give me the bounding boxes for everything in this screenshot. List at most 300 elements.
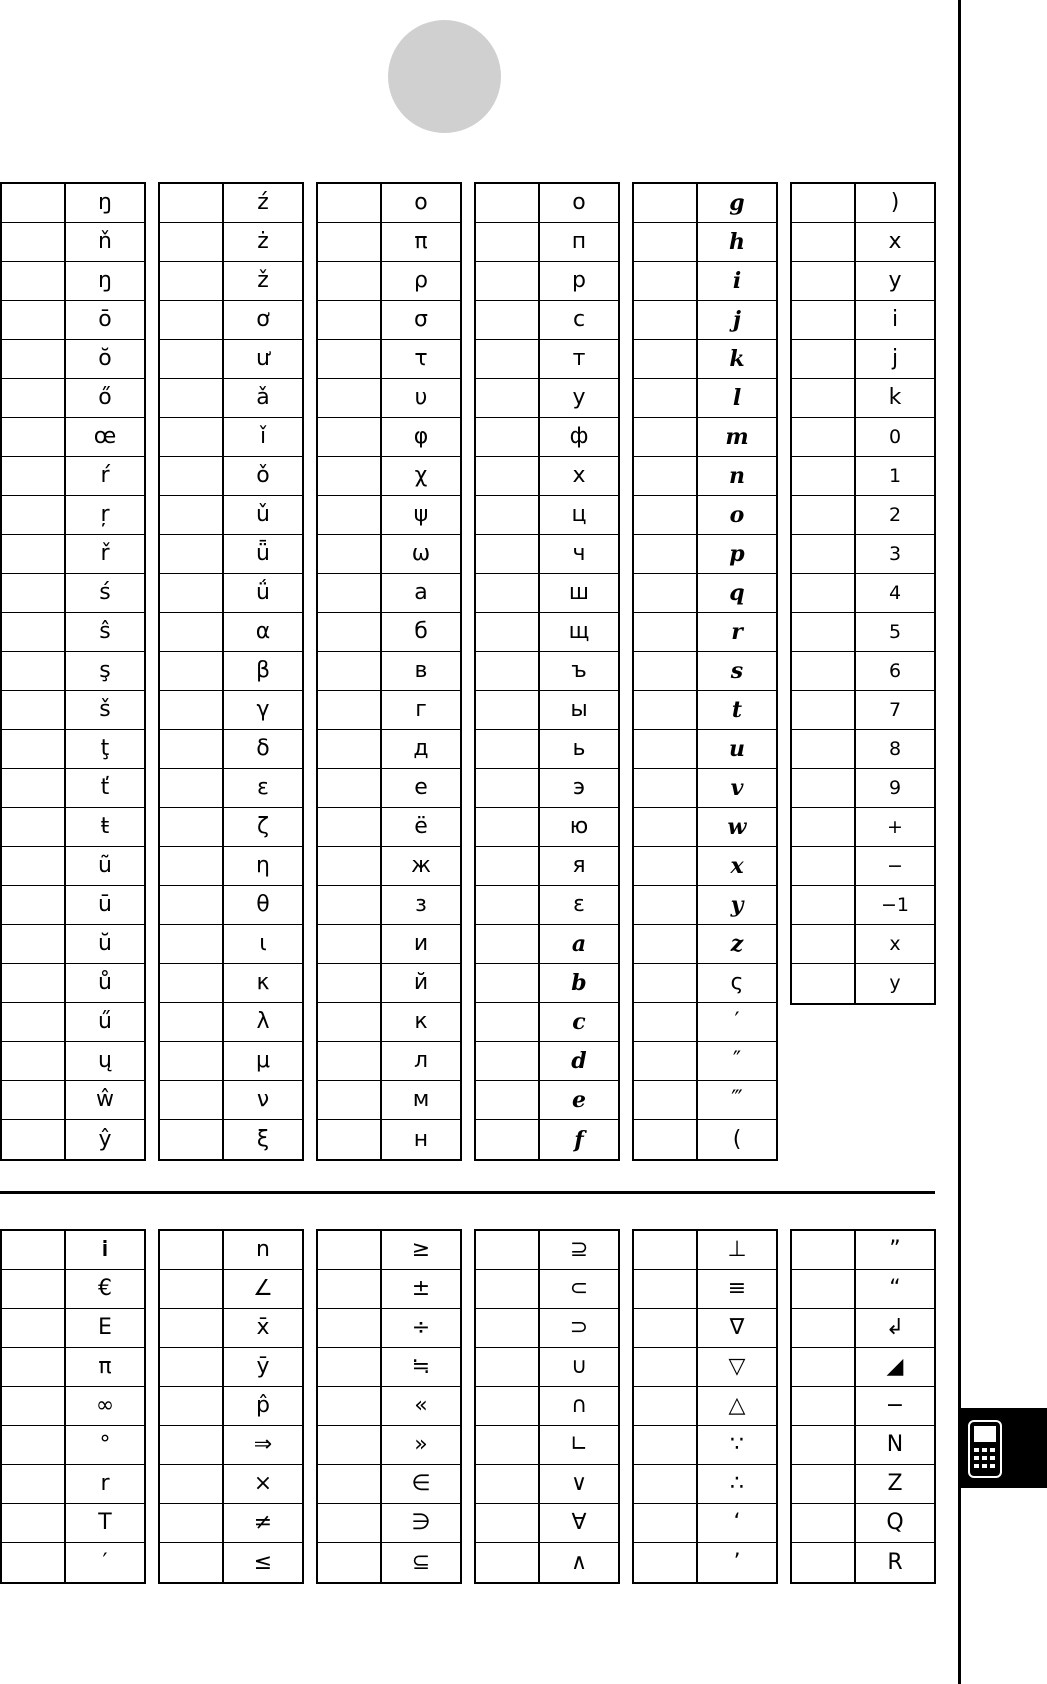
table-row — [318, 262, 460, 301]
character-cell: h — [729, 229, 745, 255]
character-cell: u — [729, 736, 745, 762]
code-cell — [318, 652, 382, 690]
character-cell: € — [98, 1276, 112, 1301]
table-row — [634, 1081, 776, 1120]
table-row — [160, 1543, 302, 1582]
character-cell: ι — [259, 931, 267, 956]
table-row — [476, 925, 618, 964]
upper-character-table-5 — [632, 182, 778, 1161]
table-row — [160, 847, 302, 886]
character-cell: ▽ — [728, 1354, 746, 1379]
table-row — [634, 1348, 776, 1387]
table-row — [2, 847, 144, 886]
upper-character-table-4 — [474, 182, 620, 1161]
table-row — [160, 1387, 302, 1426]
table-row — [318, 1081, 460, 1120]
code-cell — [2, 652, 66, 690]
character-cell: w — [727, 814, 747, 840]
table-row — [634, 496, 776, 535]
character-cell: 5 — [888, 620, 902, 643]
lower-character-table-4 — [474, 1229, 620, 1584]
code-cell — [476, 1426, 540, 1464]
code-cell — [318, 1387, 382, 1425]
character-cell: 8 — [888, 737, 902, 760]
code-cell — [160, 1042, 224, 1080]
code-cell — [318, 418, 382, 456]
table-row — [160, 886, 302, 925]
table-row — [634, 1504, 776, 1543]
table-row — [792, 730, 934, 769]
code-cell — [476, 613, 540, 651]
character-cell: Z — [887, 1471, 903, 1496]
character-cell: й — [413, 970, 429, 995]
character-cell: ⇒ — [253, 1432, 273, 1457]
character-cell: ǒ — [256, 463, 270, 488]
code-cell — [160, 1231, 224, 1269]
code-cell — [2, 964, 66, 1002]
code-cell — [160, 1426, 224, 1464]
character-cell: р — [572, 268, 586, 293]
table-row — [318, 379, 460, 418]
table-row — [634, 1309, 776, 1348]
table-row — [634, 1426, 776, 1465]
table-row — [792, 340, 934, 379]
table-row — [792, 301, 934, 340]
character-cell: о — [572, 190, 586, 215]
code-cell — [2, 535, 66, 573]
code-cell — [2, 574, 66, 612]
code-cell — [318, 457, 382, 495]
table-row — [2, 340, 144, 379]
table-row — [2, 535, 144, 574]
table-row — [476, 886, 618, 925]
character-cell: ◢ — [886, 1354, 904, 1379]
character-cell: л — [413, 1048, 429, 1073]
code-cell — [160, 418, 224, 456]
character-cell: υ — [414, 385, 428, 410]
table-row — [634, 1042, 776, 1081]
code-cell — [634, 301, 698, 339]
table-row — [160, 964, 302, 1003]
code-cell — [160, 574, 224, 612]
code-cell — [476, 496, 540, 534]
code-cell — [318, 925, 382, 963]
character-cell: y — [730, 892, 744, 918]
table-row — [476, 379, 618, 418]
character-cell: ∟ — [569, 1432, 589, 1457]
table-row — [792, 925, 934, 964]
code-cell — [160, 1543, 224, 1582]
character-cell: ‴ — [731, 1087, 743, 1112]
character-cell: ű — [98, 1009, 112, 1034]
character-cell: ′ — [734, 1009, 740, 1034]
chapter-tab — [960, 1408, 1047, 1488]
table-row — [160, 925, 302, 964]
character-cell: ŧ — [100, 814, 110, 839]
table-row — [476, 1309, 618, 1348]
character-cell: ⊃ — [569, 1315, 589, 1340]
code-cell — [160, 808, 224, 846]
character-cell: ∀ — [571, 1510, 587, 1535]
code-cell — [318, 886, 382, 924]
character-cell: ū — [98, 892, 112, 917]
character-cell: ŗ — [100, 502, 110, 527]
code-cell — [318, 808, 382, 846]
character-cell: ε — [257, 775, 269, 800]
table-row — [160, 1465, 302, 1504]
character-cell: p — [729, 541, 745, 567]
code-cell — [634, 262, 698, 300]
table-row — [318, 847, 460, 886]
table-row — [792, 613, 934, 652]
character-cell: щ — [568, 619, 590, 644]
code-cell — [476, 535, 540, 573]
table-row — [2, 925, 144, 964]
character-cell: × — [253, 1471, 273, 1496]
character-cell: δ — [256, 736, 270, 761]
table-row — [2, 1042, 144, 1081]
code-cell — [792, 1270, 856, 1308]
table-row — [318, 184, 460, 223]
character-cell: ů — [98, 970, 112, 995]
code-cell — [476, 652, 540, 690]
code-cell — [792, 457, 856, 495]
character-cell: x — [889, 932, 901, 955]
table-row — [2, 808, 144, 847]
lower-character-table-3 — [316, 1229, 462, 1584]
code-cell — [2, 1543, 66, 1582]
character-cell: 1 — [888, 464, 902, 487]
code-cell — [792, 184, 856, 222]
character-cell: ź — [257, 190, 269, 215]
code-cell — [792, 1465, 856, 1503]
code-cell — [634, 496, 698, 534]
character-cell: 𝐢 — [101, 1237, 109, 1262]
table-row — [476, 1042, 618, 1081]
character-cell: ɛ — [573, 892, 585, 917]
table-row — [476, 1426, 618, 1465]
code-cell — [2, 1309, 66, 1347]
code-cell — [160, 1387, 224, 1425]
table-row — [792, 457, 934, 496]
table-row — [2, 1504, 144, 1543]
table-row — [318, 1387, 460, 1426]
character-cell: ∧ — [570, 1549, 588, 1575]
character-cell: ё — [414, 814, 428, 839]
character-cell: ǔ — [256, 502, 270, 527]
table-row — [792, 574, 934, 613]
table-row — [792, 1426, 934, 1465]
character-cell: −1 — [880, 893, 909, 916]
code-cell — [792, 808, 856, 846]
code-cell — [792, 1543, 856, 1582]
character-cell: ş — [99, 658, 111, 683]
character-cell: ơ — [256, 307, 270, 332]
chapter-circle-marker — [388, 20, 501, 133]
table-row — [318, 1543, 460, 1582]
character-cell: ţ — [100, 736, 110, 761]
table-row — [634, 223, 776, 262]
table-row — [476, 457, 618, 496]
table-row — [318, 808, 460, 847]
table-row — [792, 847, 934, 886]
character-cell: ц — [571, 502, 587, 527]
code-cell — [634, 1309, 698, 1347]
character-cell: ŋ — [98, 190, 112, 215]
code-cell — [634, 769, 698, 807]
table-row — [2, 184, 144, 223]
table-row — [160, 340, 302, 379]
table-row — [318, 1426, 460, 1465]
code-cell — [160, 1348, 224, 1386]
character-cell: ť — [100, 775, 110, 800]
code-cell — [634, 340, 698, 378]
table-row — [318, 574, 460, 613]
character-cell: n — [256, 1237, 270, 1262]
character-cell: φ — [413, 424, 429, 449]
table-row — [792, 418, 934, 457]
table-row — [318, 535, 460, 574]
table-row — [2, 1003, 144, 1042]
code-cell — [792, 574, 856, 612]
code-cell — [160, 535, 224, 573]
character-cell: ž — [257, 268, 269, 293]
table-row — [476, 691, 618, 730]
character-cell: ь — [572, 736, 586, 761]
table-row — [160, 808, 302, 847]
table-row — [2, 652, 144, 691]
code-cell — [476, 379, 540, 417]
code-cell — [792, 223, 856, 261]
code-cell — [318, 379, 382, 417]
character-cell: ŝ — [99, 619, 111, 644]
character-cell: f — [574, 1126, 584, 1153]
table-row — [2, 964, 144, 1003]
code-cell — [318, 1120, 382, 1159]
table-row — [634, 340, 776, 379]
code-cell — [318, 184, 382, 222]
code-cell — [792, 730, 856, 768]
character-cell: g — [729, 190, 745, 216]
code-cell — [476, 886, 540, 924]
character-cell: ’ — [733, 1549, 741, 1575]
code-cell — [476, 1348, 540, 1386]
code-cell — [792, 847, 856, 885]
character-cell: π — [98, 1354, 112, 1379]
code-cell — [318, 691, 382, 729]
table-row — [476, 964, 618, 1003]
code-cell — [2, 301, 66, 339]
table-row — [476, 223, 618, 262]
character-cell: − — [885, 1393, 905, 1418]
character-cell: ś — [99, 580, 111, 605]
code-cell — [476, 691, 540, 729]
code-cell — [476, 457, 540, 495]
character-cell: R — [887, 1549, 903, 1575]
character-cell: α — [255, 619, 271, 644]
table-row — [318, 1231, 460, 1270]
code-cell — [476, 1504, 540, 1542]
character-cell: г — [415, 697, 427, 722]
table-row — [792, 1543, 934, 1582]
character-cell: ő — [98, 385, 112, 410]
character-cell: ∨ — [570, 1471, 588, 1496]
character-cell: b — [571, 970, 587, 996]
table-row — [160, 1003, 302, 1042]
table-row — [318, 613, 460, 652]
code-cell — [160, 379, 224, 417]
table-row — [160, 613, 302, 652]
character-cell: 4 — [888, 581, 902, 604]
character-cell: ǖ — [256, 541, 270, 566]
character-cell: э — [572, 775, 586, 800]
table-row — [792, 964, 934, 1003]
character-cell: x — [888, 229, 902, 254]
table-row — [160, 769, 302, 808]
table-row — [2, 1543, 144, 1582]
code-cell — [160, 1465, 224, 1503]
character-cell: ς — [730, 970, 744, 995]
code-cell — [2, 691, 66, 729]
character-cell: v — [730, 775, 744, 801]
code-cell — [476, 1003, 540, 1041]
code-cell — [634, 535, 698, 573]
table-row — [476, 1465, 618, 1504]
code-cell — [476, 964, 540, 1002]
table-row — [634, 1270, 776, 1309]
section-divider — [0, 1191, 935, 1194]
table-row — [160, 535, 302, 574]
code-cell — [2, 1231, 66, 1269]
character-cell: p̂ — [256, 1393, 270, 1418]
character-cell: x̄ — [256, 1315, 270, 1340]
code-cell — [476, 418, 540, 456]
code-cell — [634, 457, 698, 495]
character-cell: 7 — [888, 698, 902, 721]
code-cell — [2, 847, 66, 885]
table-row — [792, 535, 934, 574]
character-cell: q — [729, 580, 745, 606]
table-row — [634, 613, 776, 652]
character-cell: ǐ — [259, 424, 267, 449]
character-cell: ‘ — [733, 1510, 741, 1535]
character-cell: 9 — [888, 776, 902, 799]
character-cell: ų — [98, 1048, 112, 1073]
character-cell: ′ — [102, 1549, 108, 1575]
table-row — [2, 379, 144, 418]
character-cell: 2 — [888, 503, 902, 526]
character-cell: μ — [256, 1048, 270, 1073]
table-row — [476, 340, 618, 379]
table-row — [160, 184, 302, 223]
table-row — [318, 1504, 460, 1543]
table-row — [476, 1504, 618, 1543]
character-cell: σ — [414, 307, 428, 332]
character-cell: ы — [570, 697, 588, 722]
code-cell — [318, 496, 382, 534]
character-cell: c — [572, 1009, 586, 1035]
character-cell: ŋ — [98, 268, 112, 293]
table-row — [634, 301, 776, 340]
table-row — [476, 574, 618, 613]
table-row — [634, 925, 776, 964]
table-row — [160, 496, 302, 535]
code-cell — [2, 223, 66, 261]
code-cell — [160, 457, 224, 495]
code-cell — [634, 1231, 698, 1269]
table-row — [634, 262, 776, 301]
character-cell: ŭ — [98, 931, 112, 956]
lower-character-table-5 — [632, 1229, 778, 1584]
character-cell: к — [414, 1009, 428, 1034]
table-row — [160, 1042, 302, 1081]
code-cell — [160, 886, 224, 924]
table-row — [2, 418, 144, 457]
code-cell — [160, 847, 224, 885]
table-row — [634, 574, 776, 613]
code-cell — [318, 223, 382, 261]
character-cell: м — [412, 1087, 430, 1112]
code-cell — [2, 340, 66, 378]
code-cell — [634, 808, 698, 846]
code-cell — [792, 340, 856, 378]
code-cell — [2, 1426, 66, 1464]
code-cell — [318, 1465, 382, 1503]
code-cell — [476, 184, 540, 222]
table-row — [792, 808, 934, 847]
upper-character-table-1 — [0, 182, 146, 1161]
table-row — [2, 1270, 144, 1309]
code-cell — [160, 652, 224, 690]
character-cell: η — [256, 853, 270, 878]
code-cell — [634, 1426, 698, 1464]
table-row — [2, 1387, 144, 1426]
character-cell: ż — [257, 229, 269, 254]
code-cell — [2, 769, 66, 807]
code-cell — [2, 418, 66, 456]
table-row — [318, 1003, 460, 1042]
table-row — [2, 730, 144, 769]
table-row — [476, 262, 618, 301]
character-cell: ∪ — [570, 1354, 588, 1379]
code-cell — [792, 262, 856, 300]
code-cell — [318, 1348, 382, 1386]
character-cell: ) — [890, 190, 900, 215]
character-cell: ≤ — [253, 1549, 273, 1575]
code-cell — [476, 1231, 540, 1269]
code-cell — [2, 1270, 66, 1308]
character-cell: ч — [572, 541, 586, 566]
character-cell: ξ — [256, 1126, 270, 1152]
character-cell: θ — [256, 892, 270, 917]
table-row — [2, 574, 144, 613]
character-cell: ж — [411, 853, 431, 878]
code-cell — [634, 964, 698, 1002]
code-cell — [160, 1270, 224, 1308]
table-row — [792, 1465, 934, 1504]
character-cell: ǘ — [256, 580, 270, 605]
table-row — [476, 613, 618, 652]
character-cell: а — [414, 580, 428, 605]
table-row — [634, 730, 776, 769]
code-cell — [476, 223, 540, 261]
table-row — [792, 1348, 934, 1387]
table-row — [476, 1003, 618, 1042]
character-cell: ∴ — [730, 1471, 744, 1496]
character-cell: j — [891, 346, 899, 371]
table-row — [2, 223, 144, 262]
code-cell — [2, 808, 66, 846]
